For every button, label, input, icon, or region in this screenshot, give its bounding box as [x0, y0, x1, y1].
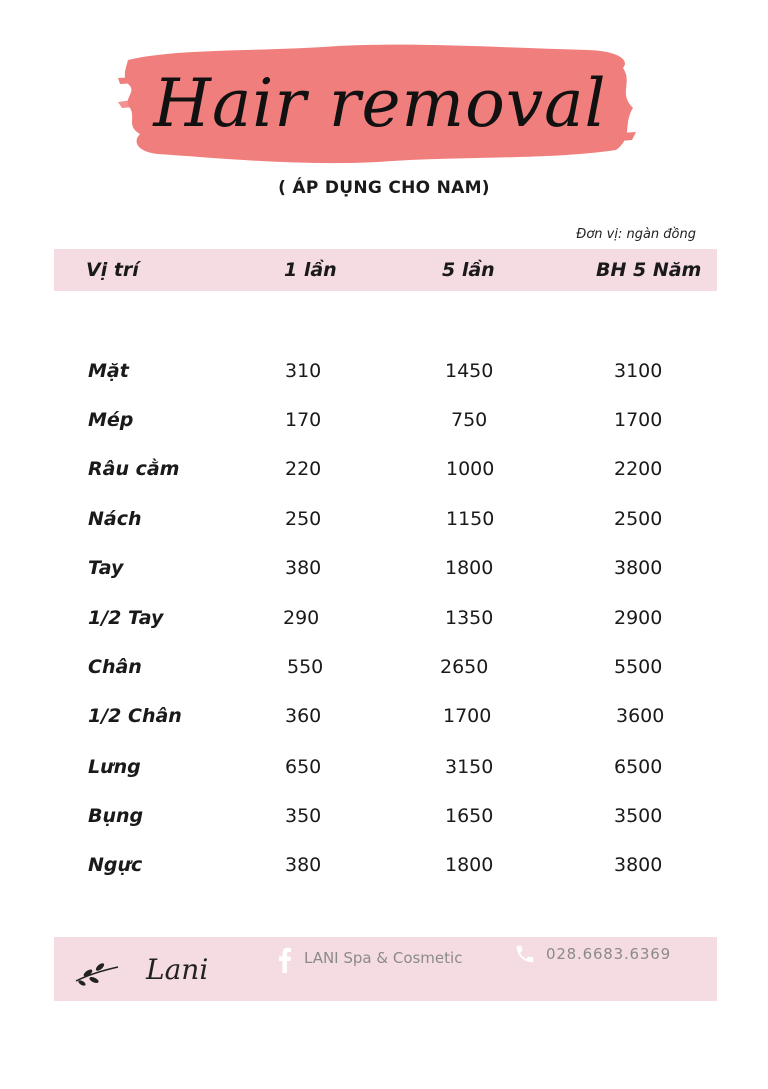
brand-logo: [74, 943, 214, 995]
table-row: [0, 705, 768, 735]
row-price-5: 1000: [446, 458, 495, 480]
row-price-bh: 5500: [614, 656, 663, 678]
footer: [54, 937, 717, 1001]
row-price-5: 1800: [445, 557, 494, 579]
row-price-1: 170: [285, 409, 322, 431]
row-position: Râu cằm: [88, 458, 180, 480]
row-price-5: 1350: [445, 607, 494, 629]
table-row: [0, 805, 768, 835]
table-row: [0, 756, 768, 786]
row-price-1: 380: [285, 557, 322, 579]
row-price-bh: 2900: [614, 607, 663, 629]
table-row: [0, 656, 768, 686]
leaf-branch-icon: [74, 953, 134, 993]
row-price-1: 650: [285, 756, 322, 778]
table-row: [0, 557, 768, 587]
row-position: 1/2 Tay: [88, 607, 164, 629]
phone-number[interactable]: 028.6683.6369: [546, 945, 671, 963]
header-one-time: 1 lần: [284, 259, 337, 281]
row-price-5: 1450: [445, 360, 494, 382]
logo-text: Lani: [146, 953, 209, 986]
row-position: Nách: [88, 508, 142, 530]
row-position: Ngực: [88, 854, 143, 876]
row-price-5: 1650: [445, 805, 494, 827]
table-row: [0, 508, 768, 538]
row-price-bh: 1700: [614, 409, 663, 431]
row-position: Mép: [88, 409, 134, 431]
table-row: [0, 409, 768, 439]
unit-note: Đơn vị: ngàn đồng: [576, 227, 696, 242]
row-price-bh: 3600: [616, 705, 665, 727]
row-price-1: 310: [285, 360, 322, 382]
header-five-times: 5 lần: [442, 259, 495, 281]
row-position: Mặt: [88, 360, 129, 382]
table-row: [0, 360, 768, 390]
row-price-5: 1150: [446, 508, 495, 530]
row-price-5: 1800: [445, 854, 494, 876]
row-price-bh: 6500: [614, 756, 663, 778]
row-price-bh: 3100: [614, 360, 663, 382]
page-title: Hair removal: [153, 64, 607, 142]
table-row: [0, 458, 768, 488]
phone-icon[interactable]: [514, 943, 536, 965]
subtitle: ( ÁP DỤNG CHO NAM): [278, 178, 490, 198]
row-price-1: 550: [287, 656, 324, 678]
table-row: [0, 607, 768, 637]
row-price-bh: 2200: [614, 458, 663, 480]
row-price-5: 2650: [440, 656, 489, 678]
row-price-bh: 3500: [614, 805, 663, 827]
table-row: [0, 854, 768, 884]
row-price-1: 220: [285, 458, 322, 480]
row-price-bh: 2500: [614, 508, 663, 530]
row-price-1: 290: [283, 607, 320, 629]
header-position: Vị trí: [86, 259, 139, 281]
row-position: Tay: [88, 557, 124, 579]
table-header: [54, 249, 717, 291]
facebook-page-link[interactable]: LANI Spa & Cosmetic: [304, 949, 463, 967]
row-position: Bụng: [88, 805, 144, 827]
row-position: Chân: [88, 656, 142, 678]
row-price-bh: 3800: [614, 557, 663, 579]
row-position: 1/2 Chân: [88, 705, 182, 727]
row-price-5: 3150: [445, 756, 494, 778]
row-position: Lưng: [88, 756, 141, 778]
facebook-icon[interactable]: [278, 947, 292, 973]
header-warranty-5-years: BH 5 Năm: [596, 259, 702, 281]
row-price-5: 750: [451, 409, 488, 431]
row-price-1: 350: [285, 805, 322, 827]
row-price-1: 380: [285, 854, 322, 876]
row-price-bh: 3800: [614, 854, 663, 876]
row-price-1: 250: [285, 508, 322, 530]
row-price-1: 360: [285, 705, 322, 727]
row-price-5: 1700: [443, 705, 492, 727]
